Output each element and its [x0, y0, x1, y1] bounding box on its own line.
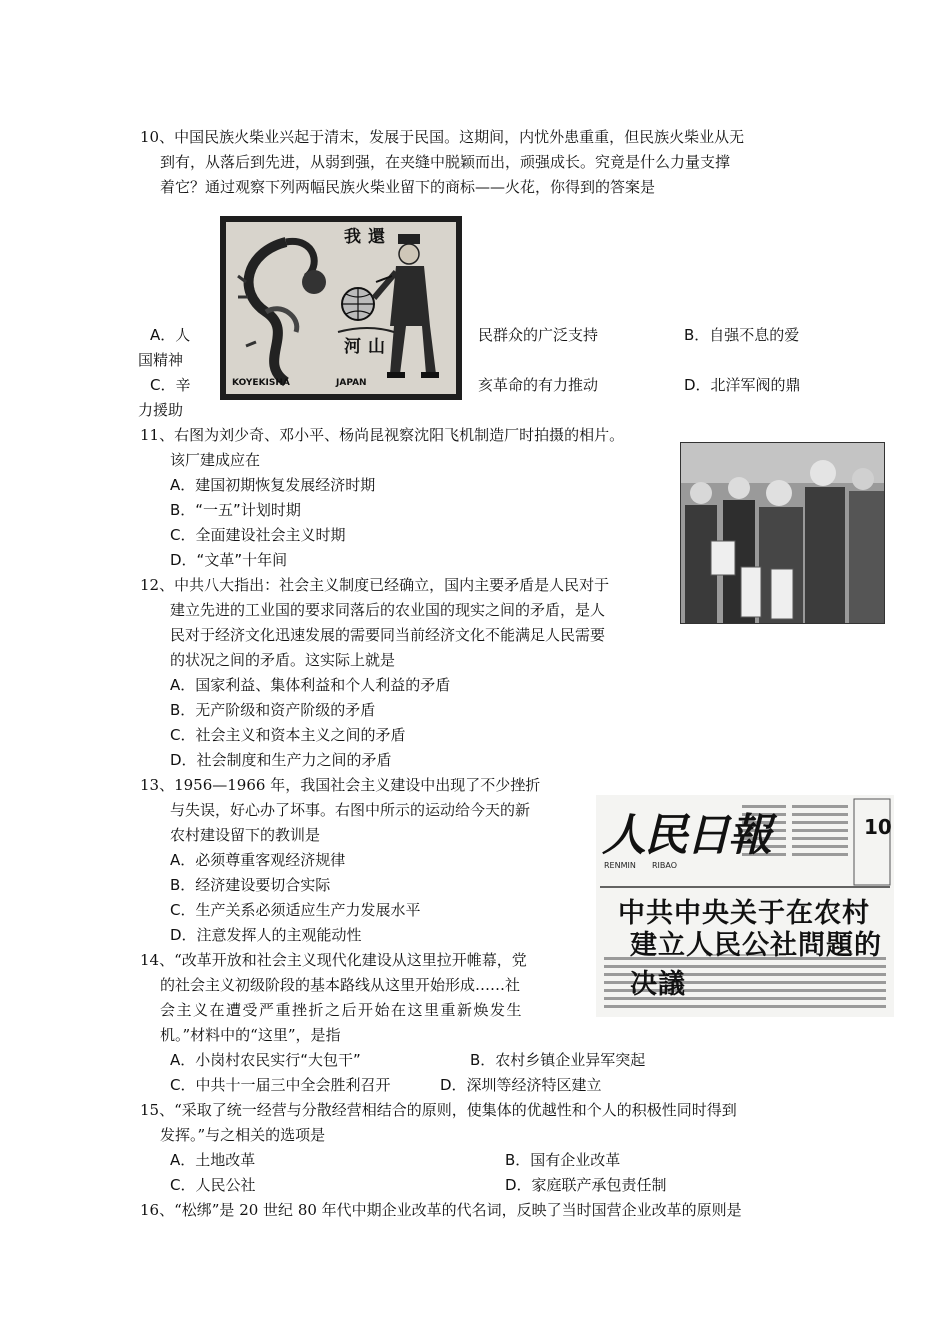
dragon-and-soldier-illustration	[226, 222, 456, 394]
q12-option-b: B．无产阶级和资产阶级的矛盾	[170, 701, 376, 719]
q10-option-a-tail: 民群众的广泛支持	[478, 326, 599, 344]
q12-stem-line-2: 建立先进的工业国的要求同落后的农业国的现实之间的矛盾，是人	[170, 601, 606, 619]
q14-option-c: C．中共十一届三中全会胜利召开	[170, 1076, 391, 1094]
q10-option-c-head: C．辛	[150, 376, 191, 394]
q11-option-b: B．“一五”计划时期	[170, 501, 301, 519]
q15-option-d: D．家庭联产承包责任制	[505, 1176, 667, 1194]
q10-option-b-head: B．自强不息的爱	[684, 326, 800, 344]
q14-stem-line-3: 会主义在遭受严重挫折之后开始在这里重新焕发生	[160, 1001, 524, 1019]
q10-option-d-tail: 力援助	[138, 401, 184, 419]
q13-option-d: D．注意发挥人的主观能动性	[170, 926, 362, 944]
q14-option-a: A．小岗村农民实行“大包干”	[170, 1051, 361, 1069]
newspaper-masthead-en-1: RENMIN	[604, 861, 636, 870]
matchbox-char-4: 山	[368, 337, 385, 357]
newspaper-masthead-en-2: RIBAO	[652, 861, 678, 870]
q14-stem-line-4: 机。”材料中的“这里”，是指	[160, 1026, 341, 1044]
q10-stem-line-3: 着它？通过观察下列两幅民族火柴业留下的商标——火花，你得到的答案是	[160, 178, 656, 196]
q11-option-c: C．全面建设社会主义时期	[170, 526, 346, 544]
matchbox-char-3: 河	[344, 337, 361, 357]
q12-option-a: A．国家利益、集体利益和个人利益的矛盾	[170, 676, 451, 694]
q12-stem-line-1: 12、中共八大指出：社会主义制度已经确立，国内主要矛盾是人民对于	[140, 576, 610, 594]
q14-stem-line-2: 的社会主义初级阶段的基本路线从这里开始形成……社	[160, 976, 521, 994]
q13-option-c: C．生产关系必须适应生产力发展水平	[170, 901, 421, 919]
newspaper-masthead: 人民日報	[602, 810, 770, 861]
q13-option-b: B．经济建设要切合实际	[170, 876, 331, 894]
q14-option-d: D．深圳等经济特区建立	[440, 1076, 602, 1094]
q12-option-d: D．社会制度和生产力之间的矛盾	[170, 751, 392, 769]
q14-stem-line-1: 14、“改革开放和社会主义现代化建设从这里拉开帷幕，党	[140, 951, 527, 969]
matchbox-brand-right: JAPAN	[336, 378, 367, 388]
q15-stem-line-1: 15、“采取了统一经营与分散经营相结合的原则，使集体的优越性和个人的积极性同时得到	[140, 1101, 737, 1119]
q11-stem-line-1: 11、右图为刘少奇、邓小平、杨尚昆视察沈阳飞机制造厂时拍摄的相片。	[140, 426, 625, 444]
q11-stem-line-2: 该厂建成应在	[170, 451, 261, 469]
q13-stem-line-1: 13、1956—1966 年，我国社会主义建设中出现了不少挫折	[140, 776, 541, 794]
matchbox-char-2: 還	[368, 227, 385, 247]
q12-stem-line-4: 的状况之间的矛盾。这实际上就是	[170, 651, 396, 669]
q15-option-b: B．国有企业改革	[505, 1151, 621, 1169]
q10-option-a-head: A．人	[150, 326, 191, 344]
q12-option-c: C．社会主义和资本主义之间的矛盾	[170, 726, 406, 744]
newspaper-headline-1: 中共中央关于在农村	[618, 898, 870, 929]
q11-option-a: A．建国初期恢复发展经济时期	[170, 476, 376, 494]
q14-option-b: B．农村乡镇企业异军突起	[470, 1051, 646, 1069]
q11-option-d: D．“文革”十年间	[170, 551, 288, 569]
factory-visit-photo	[680, 442, 885, 624]
newspaper-date: 10	[864, 815, 892, 839]
q13-stem-line-3: 农村建设留下的教训是	[170, 826, 321, 844]
q13-option-a: A．必须尊重客观经济规律	[170, 851, 346, 869]
q10-option-d-head: D．北洋军阀的鼎	[684, 376, 801, 394]
renmin-ribao-newspaper-image	[596, 795, 894, 1017]
q15-stem-line-2: 发挥。”与之相关的选项是	[160, 1126, 326, 1144]
q10-stem-line-1: 10、中国民族火柴业兴起于清末，发展于民国。这期间，内忧外患重重，但民族火柴业从无	[140, 128, 745, 146]
matchbox-label-image	[220, 216, 462, 400]
q13-stem-line-2: 与失误，好心办了坏事。右图中所示的运动给今天的新	[170, 801, 531, 819]
q15-option-c: C．人民公社	[170, 1176, 256, 1194]
q10-option-b-tail: 国精神	[138, 351, 184, 369]
q10-option-c-tail: 亥革命的有力推动	[478, 376, 599, 394]
newspaper-headline-2: 建立人民公社問題的决議	[630, 930, 882, 1000]
matchbox-brand-left: KOYEKISHA	[232, 378, 290, 388]
q10-stem-line-2: 到有，从落后到先进，从弱到强，在夹缝中脱颖而出，顽强成长。究竟是什么力量支撑	[160, 153, 731, 171]
q15-option-a: A．土地改革	[170, 1151, 256, 1169]
q12-stem-line-3: 民对于经济文化迅速发展的需要同当前经济文化不能满足人民需要	[170, 626, 606, 644]
q16-stem: 16、“松绑”是 20 世纪 80 年代中期企业改革的代名词，反映了当时国营企业改革的原则是	[140, 1201, 742, 1219]
matchbox-char-1: 我	[344, 227, 361, 247]
